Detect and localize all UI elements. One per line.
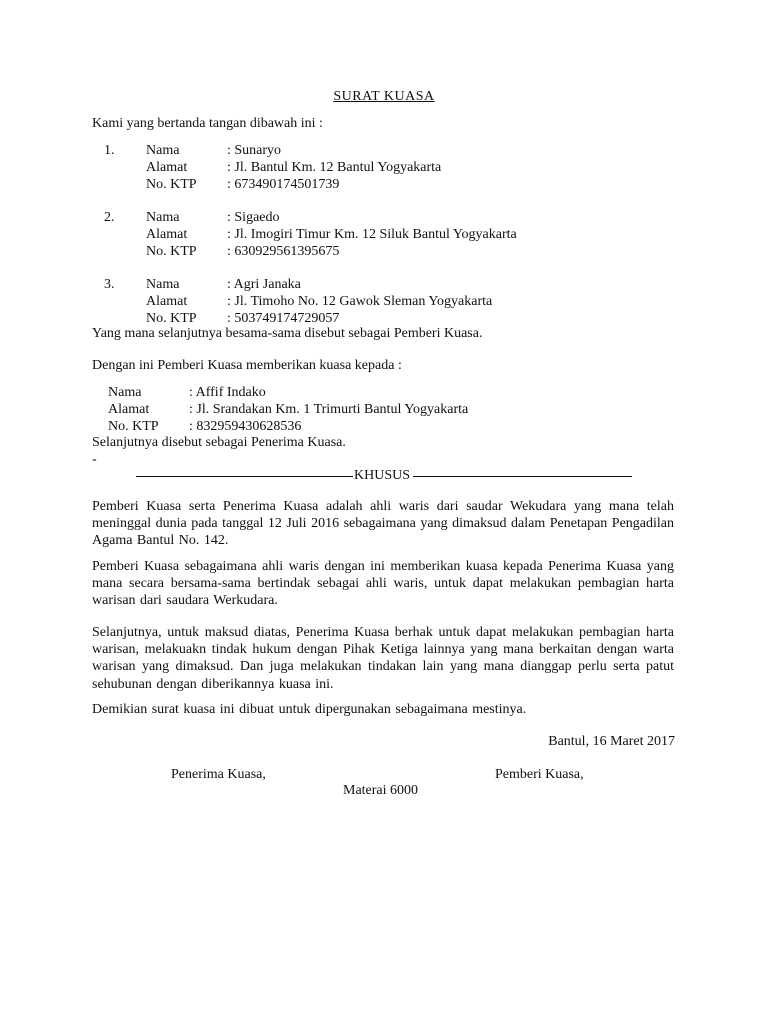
label-nama: Nama (146, 277, 180, 292)
label-alamat: Alamat (146, 227, 188, 242)
body-paragraph-3: Selanjutnya, untuk maksud diatas, Penerima Kuasa berhak untuk dapat melakukan pembagian harta warisan, melakuakn tindak hukum dengan Pihak Ketiga lainnya yang mana berkaitan dengan warta warisan yang dimaksud. Dan juga melakukan tindakan lain yang mana dianggap perlu serta patut sehubunan dengan diberikannya kuasa ini. (92, 625, 674, 692)
body-paragraph-1: Pemberi Kuasa serta Penerima Kuasa adalah ahli waris dari saudar Wekudara yang mana telah meninggal dunia pada tanggal 12 Juli 2016 sebagaimana yang dimaksud dalam Penetapan Pengadilan Agama Bantul No. 142. (92, 499, 674, 549)
label-nama: Nama (108, 385, 142, 400)
grantor-address: : Jl. Imogiri Timur Km. 12 Siluk Bantul Yogyakarta (227, 227, 517, 242)
grantor-name: : Sigaedo (227, 210, 280, 225)
grantor-number: 2. (104, 210, 115, 225)
grantor-number: 1. (104, 143, 115, 158)
label-ktp: No. KTP (108, 419, 159, 434)
label-alamat: Alamat (108, 402, 150, 417)
label-ktp: No. KTP (146, 311, 197, 326)
stamp-label: Materai 6000 (343, 783, 419, 798)
recipient-note: Selanjutnya disebut sebagai Penerima Kuasa. (92, 435, 346, 450)
grantor-ktp: : 630929561395675 (227, 244, 340, 259)
khusus-rule-right (413, 476, 632, 477)
recipient-signature-label: Penerima Kuasa, (171, 767, 266, 782)
label-nama: Nama (146, 143, 180, 158)
label-nama: Nama (146, 210, 180, 225)
grantor-ktp: : 503749174729057 (227, 311, 340, 326)
recipient-name: : Affif Indako (189, 385, 266, 400)
label-ktp: No. KTP (146, 177, 197, 192)
stray-mark: - (92, 452, 97, 467)
khusus-rule-left (136, 476, 353, 477)
grantor-name: : Sunaryo (227, 143, 282, 158)
grantor-address: : Jl. Bantul Km. 12 Bantul Yogyakarta (227, 160, 442, 175)
document-title: SURAT KUASA (333, 89, 435, 104)
body-paragraph-2: Pemberi Kuasa sebagaimana ahli waris dengan ini memberikan kuasa kepada Penerima Kuasa yang mana secara bersama-sama bertindak sebagai ahli waris, untuk dapat melakukan pembagian harta warisan dari saudara Werkudara. (92, 559, 674, 609)
grant-intro: Dengan ini Pemberi Kuasa memberikan kuasa kepada : (92, 358, 402, 373)
label-alamat: Alamat (146, 160, 188, 175)
grantor-ktp: : 673490174501739 (227, 177, 340, 192)
place-date: Bantul, 16 Maret 2017 (548, 734, 675, 749)
intro-text: Kami yang bertanda tangan dibawah ini : (92, 116, 323, 131)
grantor-name: : Agri Janaka (227, 277, 301, 292)
grantor-number: 3. (104, 277, 115, 292)
label-ktp: No. KTP (146, 244, 197, 259)
recipient-ktp: : 832959430628536 (189, 419, 302, 434)
recipient-address: : Jl. Srandakan Km. 1 Trimurti Bantul Yogyakarta (189, 402, 469, 417)
label-alamat: Alamat (146, 294, 188, 309)
body-paragraph-4: Demikian surat kuasa ini dibuat untuk dipergunakan sebagaimana mestinya. (92, 702, 527, 717)
grantor-signature-label: Pemberi Kuasa, (495, 767, 584, 782)
grantor-address: : Jl. Timoho No. 12 Gawok Sleman Yogyakarta (227, 294, 493, 309)
grantors-note: Yang mana selanjutnya besama-sama disebut sebagai Pemberi Kuasa. (92, 326, 483, 341)
khusus-heading: KHUSUS (354, 468, 411, 483)
